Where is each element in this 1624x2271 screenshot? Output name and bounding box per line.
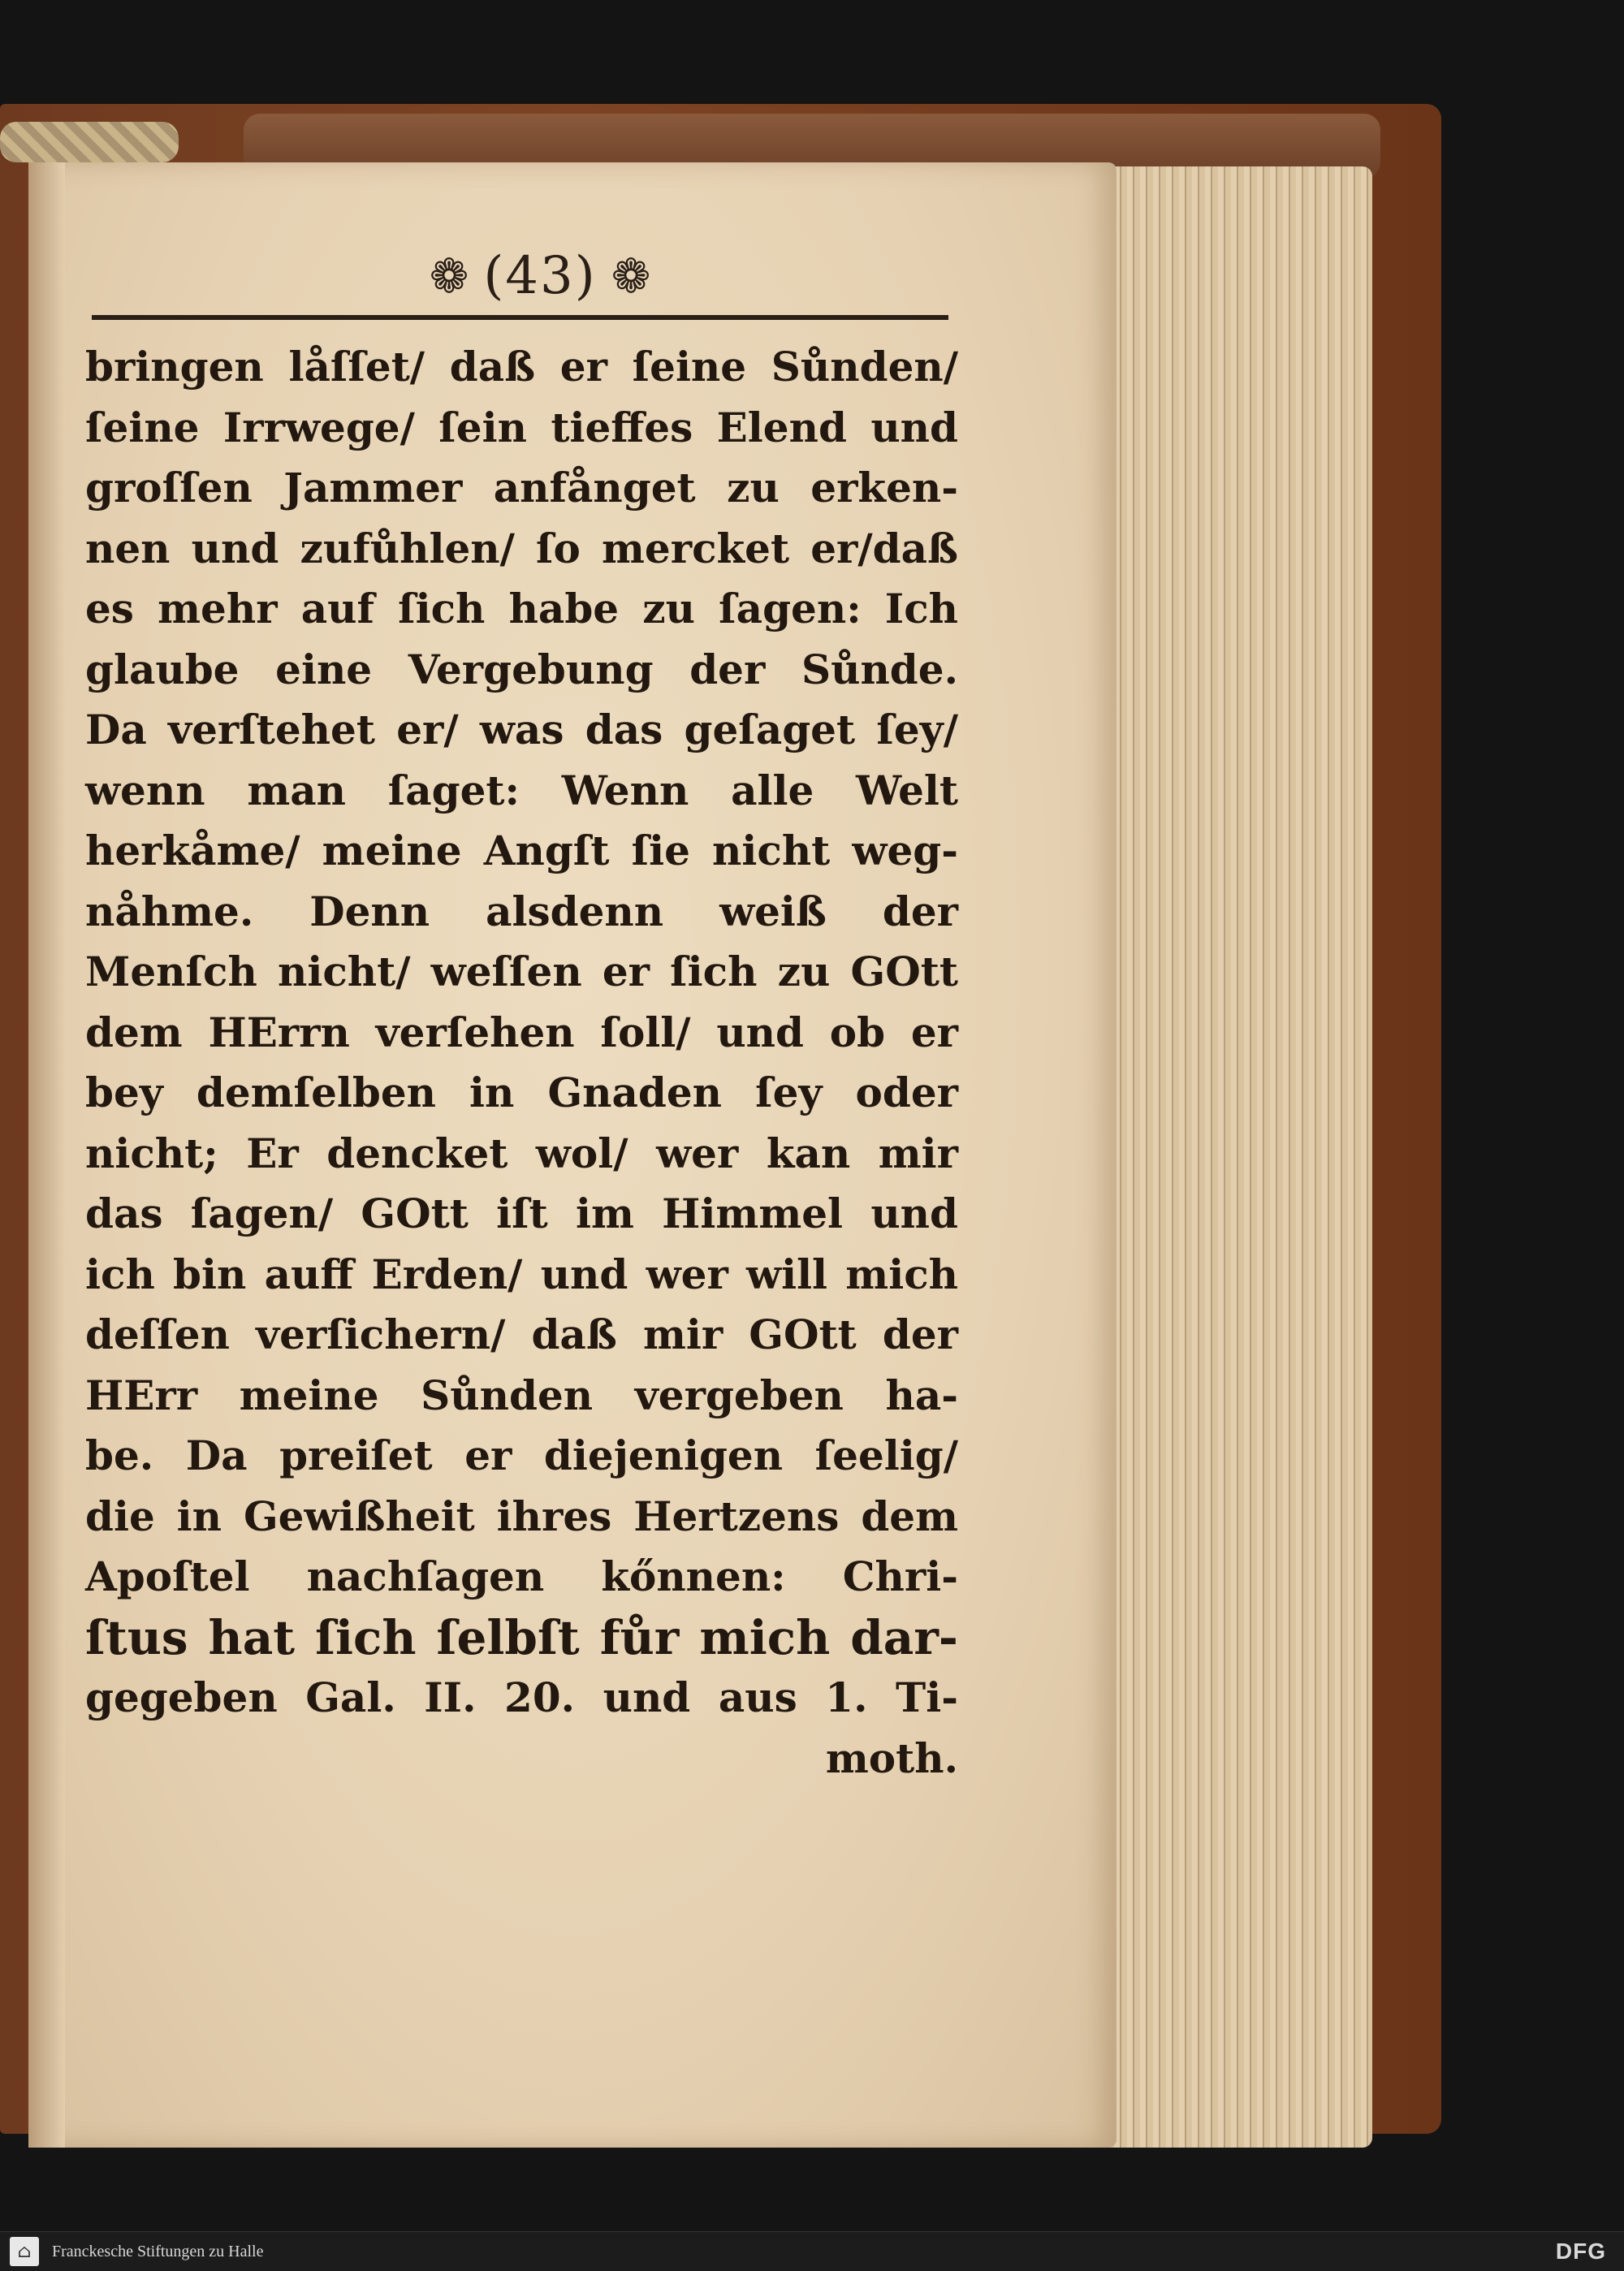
- ornament-right-icon: ❁: [611, 248, 651, 304]
- text-line: deſſen verſichern/ daß mir GOtt der: [85, 1310, 958, 1358]
- text-line: ſeine Irrwege/ ſein tieffes Elend und: [85, 403, 958, 451]
- text-line: nicht; Er dencket wol/ wer kan mir: [85, 1129, 958, 1177]
- text-line: Menſch nicht/ weſſen er ſich zu GOtt: [85, 948, 958, 995]
- binding-string: [0, 122, 179, 162]
- book-page: [28, 162, 1116, 2148]
- text-line: die in Gewißheit ihres Hertzens dem: [85, 1492, 958, 1540]
- header-rule: [92, 315, 948, 320]
- dfg-logo: DFG: [1555, 2239, 1606, 2264]
- text-line: herkåme/ meine Angſt ſie nicht weg-: [85, 827, 958, 874]
- text-line: das ſagen/ GOtt iſt im Himmel und: [85, 1189, 958, 1237]
- building-icon: ⌂: [10, 2237, 39, 2266]
- text-line: dem HErrn verſehen ſoll/ und ob er: [85, 1008, 958, 1056]
- text-line: be. Da preiſet er diejenigen ſeelig/: [85, 1431, 958, 1479]
- text-line: bey demſelben in Gnaden ſey oder: [85, 1069, 958, 1116]
- page-number: (43): [483, 246, 597, 306]
- text-line-emphasis: ſtus hat ſich ſelbſt fůr mich dar-: [85, 1609, 958, 1665]
- text-line: ich bin auff Erden/ und wer will mich: [85, 1250, 958, 1298]
- text-line: gegeben Gal. II. 20. und aus 1. Ti-: [85, 1673, 958, 1721]
- text-line: groſſen Jammer anfånget zu erken-: [85, 464, 958, 512]
- ornament-left-icon: ❁: [429, 248, 469, 304]
- text-line: Apoſtel nachſagen kőnnen: Chri-: [85, 1552, 958, 1600]
- text-line: HErr meine Sůnden vergeben ha-: [85, 1371, 958, 1419]
- body-text: [85, 337, 958, 1789]
- catchword: moth.: [825, 1733, 958, 1782]
- text-line: glaube eine Vergebung der Sůnde.: [85, 645, 958, 693]
- viewer-footer: [0, 2231, 1624, 2271]
- institution-name: Franckesche Stiftungen zu Halle: [52, 2242, 264, 2260]
- text-line: wenn man ſaget: Wenn alle Welt: [85, 766, 958, 814]
- text-line: nåhme. Denn alsdenn weiß der: [85, 887, 958, 935]
- text-line: bringen låſſet/ daß er ſeine Sůnden/: [85, 343, 958, 391]
- page-edges: [1088, 166, 1372, 2148]
- text-line: es mehr auf ſich habe zu ſagen: Ich: [85, 585, 958, 633]
- text-line: nen und zufůhlen/ ſo mercket er/daß: [85, 524, 958, 572]
- text-line: Da verſtehet er/ was das geſaget ſey/: [85, 706, 958, 753]
- page-gutter: [28, 162, 65, 2148]
- page-header: [337, 235, 743, 317]
